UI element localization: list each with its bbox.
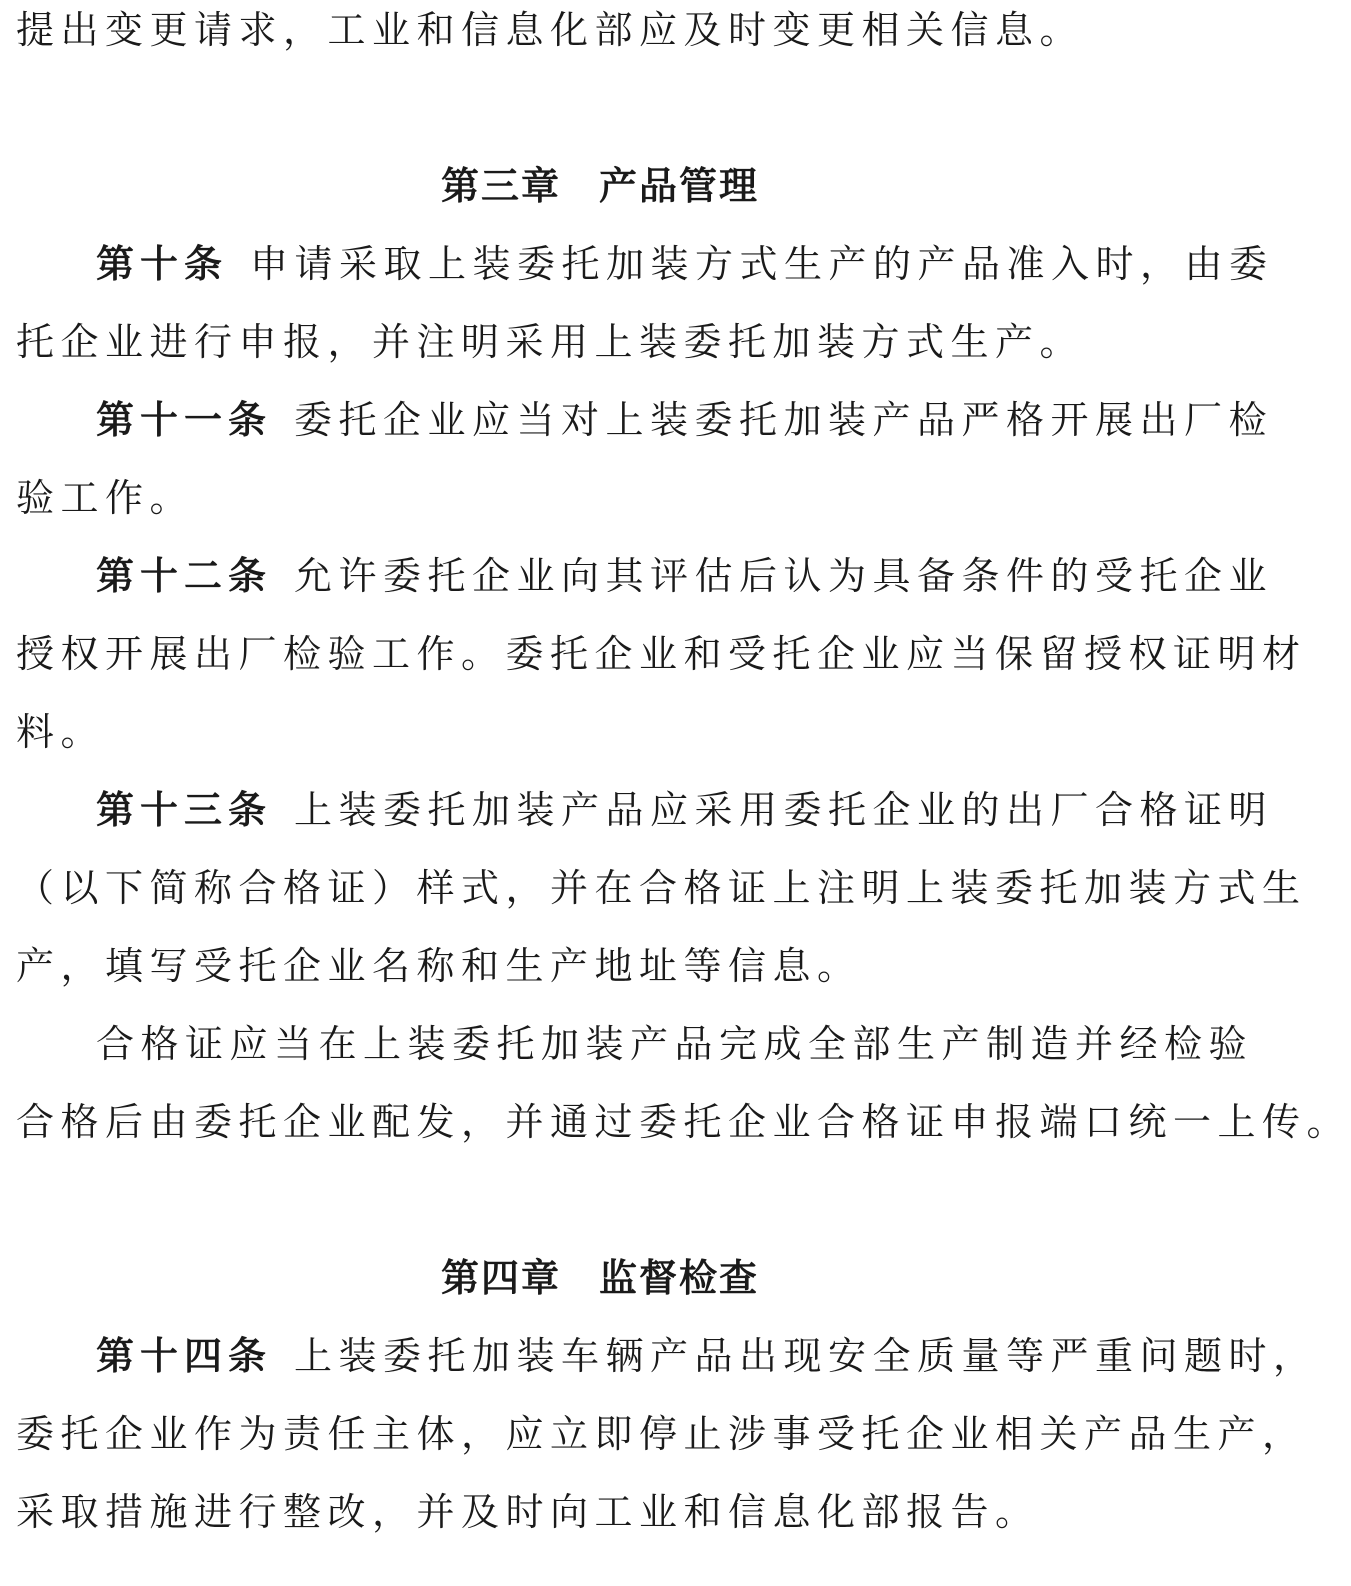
article-13-para2-line-2: 合格后由委托企业配发，并通过委托企业合格证申报端口统一上传。 [16, 1100, 1351, 1144]
article-text: 允许委托企业向其评估后认为具备条件的受托企业 [294, 554, 1274, 598]
article-12-line-3: 料。 [16, 710, 106, 754]
article-14-line-2: 委托企业作为责任主体，应立即停止涉事受托企业相关产品生产， [16, 1412, 1307, 1456]
article-text: 委托企业应当对上装委托加装产品严格开展出厂检 [294, 398, 1274, 442]
chapter-heading-4 [0, 1250, 1200, 1306]
article-13-para2-line-1: 合格证应当在上装委托加装产品完成全部生产制造并经检验 [96, 1022, 1254, 1066]
article-label: 第十条 [96, 242, 229, 286]
article-text: 上装委托加装车辆产品出现安全质量等严重问题时， [294, 1334, 1318, 1378]
article-12-line-2: 授权开展出厂检验工作。委托企业和受托企业应当保留授权证明材 [16, 632, 1307, 676]
chapter-number: 第四章 [440, 1256, 561, 1300]
chapter-number: 第三章 [440, 164, 561, 208]
chapter-title: 产品管理 [599, 164, 760, 208]
article-10-line-2: 托企业进行申报，并注明采用上装委托加装方式生产。 [16, 320, 1085, 364]
article-text: 上装委托加装产品应采用委托企业的出厂合格证明 [294, 788, 1274, 832]
article-label: 第十二条 [96, 554, 273, 598]
article-14-line-1 [96, 1328, 1318, 1384]
paragraph-line: 提出变更请求，工业和信息化部应及时变更相关信息。 [16, 8, 1085, 52]
article-14-line-3: 采取措施进行整改，并及时向工业和信息化部报告。 [16, 1490, 1040, 1534]
article-11-line-1 [96, 392, 1274, 448]
article-13-line-2: （以下简称合格证）样式，并在合格证上注明上装委托加装方式生 [16, 866, 1307, 910]
article-12-line-1 [96, 548, 1274, 604]
article-label: 第十三条 [96, 788, 273, 832]
article-label: 第十四条 [96, 1334, 273, 1378]
article-13-line-3: 产，填写受托企业名称和生产地址等信息。 [16, 944, 862, 988]
article-10-line-1 [96, 236, 1274, 292]
article-11-line-2: 验工作。 [16, 476, 195, 520]
chapter-heading-3 [0, 158, 1200, 214]
article-label: 第十一条 [96, 398, 273, 442]
article-text: 申请采取上装委托加装方式生产的产品准入时，由委 [250, 242, 1274, 286]
article-13-line-1 [96, 782, 1274, 838]
chapter-title: 监督检查 [599, 1256, 760, 1300]
